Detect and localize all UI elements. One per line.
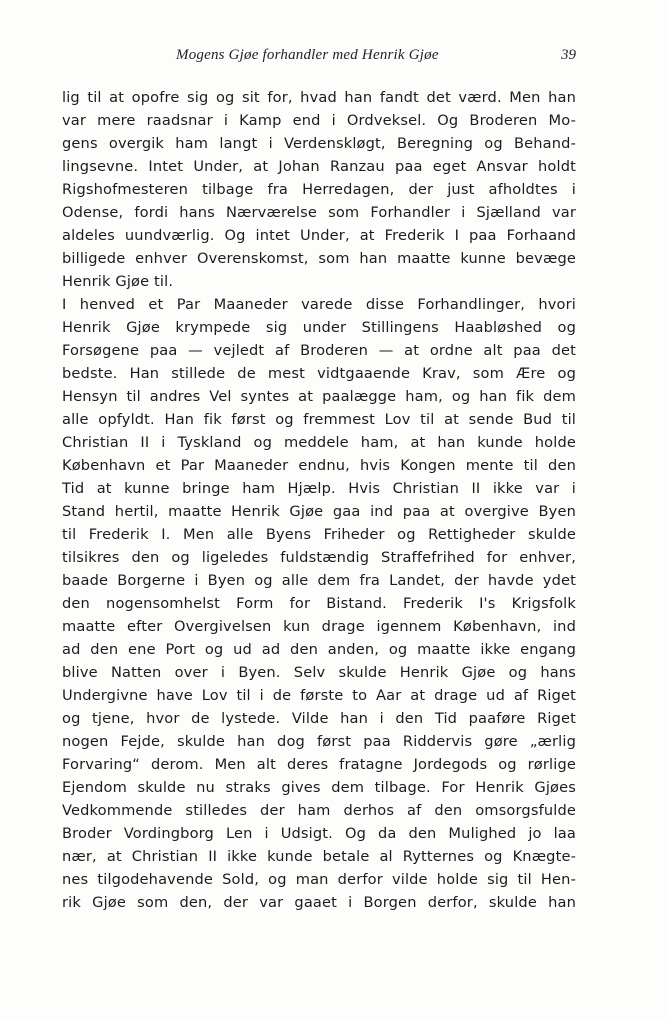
running-header [0, 47, 670, 67]
text-line: I henved et Par Maaneder varede disse Forhandlinger, hvori [62, 296, 576, 313]
text-line: Vedkommende stilledes der ham derhos af den omsorgsfulde [62, 802, 576, 819]
text-line: aldeles uundværlig. Og intet Under, at Frederik I paa Forhaand [62, 227, 576, 244]
text-line: rik Gjøe som den, der var gaaet i Borgen derfor, skulde han [62, 894, 576, 911]
text-line: lingsevne. Intet Under, at Johan Ranzau paa eget Ansvar holdt [62, 158, 576, 175]
text-line: Rigshofmesteren tilbage fra Herredagen, der just afholdtes i [62, 181, 576, 198]
text-line: nær, at Christian II ikke kunde betale al Rytternes og Knægte- [62, 848, 576, 865]
text-line: den nogensomhelst Form for Bistand. Frederik I's Krigsfolk [62, 595, 576, 612]
text-line: gens overgik ham langt i Verdenskløgt, Beregning og Behand- [62, 135, 576, 152]
running-title: Mogens Gjøe forhandler med Henrik Gjøe [176, 47, 439, 63]
text-line: Odense, fordi hans Nærværelse som Forhandler i Sjælland var [62, 204, 576, 221]
text-line: Broder Vordingborg Len i Udsigt. Og da den Mulighed jo laa [62, 825, 576, 842]
text-line: Forsøgene paa — vejledt af Broderen — at ordne alt paa det [62, 342, 576, 359]
text-line: Henrik Gjøe til. [62, 273, 174, 290]
text-line: Undergivne have Lov til i de første to Aar at drage ud af Riget [62, 687, 576, 704]
text-line: Forvaring“ derom. Men alt deres fratagne Jordegods og rørlige [62, 756, 576, 773]
text-line: Christian II i Tyskland og meddele ham, at han kunde holde [62, 434, 576, 451]
text-line: København et Par Maaneder endnu, hvis Kongen mente til den [62, 457, 576, 474]
text-line: baade Borgerne i Byen og alle dem fra Landet, der havde ydet [62, 572, 576, 589]
text-line: maatte efter Overgivelsen kun drage igennem København, ind [62, 618, 576, 635]
text-line: blive Natten over i Byen. Selv skulde Henrik Gjøe og hans [62, 664, 576, 681]
text-line: alle opfyldt. Han fik først og fremmest Lov til at sende Bud til [62, 411, 576, 428]
text-line: lig til at opofre sig og sit for, hvad han fandt det værd. Men han [62, 89, 576, 106]
text-line: ad den ene Port og ud ad den anden, og maatte ikke engang [62, 641, 576, 658]
text-line: Ejendom skulde nu straks gives dem tilbage. For Henrik Gjøes [62, 779, 576, 796]
text-line: og tjene, hvor de lystede. Vilde han i den Tid paaføre Riget [62, 710, 576, 727]
text-line: Hensyn til andres Vel syntes at paalægge ham, og han fik dem [62, 388, 576, 405]
text-line: Tid at kunne bringe ham Hjælp. Hvis Christian II ikke var i [62, 480, 576, 497]
text-line: nogen Fejde, skulde han dog først paa Riddervis gøre „ærlig [62, 733, 576, 750]
text-line: tilsikres den og ligeledes fuldstændig Straffefrihed for enhver, [62, 549, 576, 566]
text-line: Henrik Gjøe krympede sig under Stillingens Haabløshed og [62, 319, 576, 336]
text-line: var mere raadsnar i Kamp end i Ordveksel. Og Broderen Mo- [62, 112, 576, 129]
text-line: nes tilgodehavende Sold, og man derfor vilde holde sig til Hen- [62, 871, 576, 888]
text-line: billigede enhver Overenskomst, som han maatte kunne bevæge [62, 250, 576, 267]
text-line: til Frederik I. Men alle Byens Friheder og Rettigheder skulde [62, 526, 576, 543]
body-text [62, 86, 576, 914]
text-line: Stand hertil, maatte Henrik Gjøe gaa ind paa at overgive Byen [62, 503, 576, 520]
page-number: 39 [561, 47, 576, 63]
text-line: bedste. Han stillede de mest vidtgaaende Krav, som Ære og [62, 365, 576, 382]
